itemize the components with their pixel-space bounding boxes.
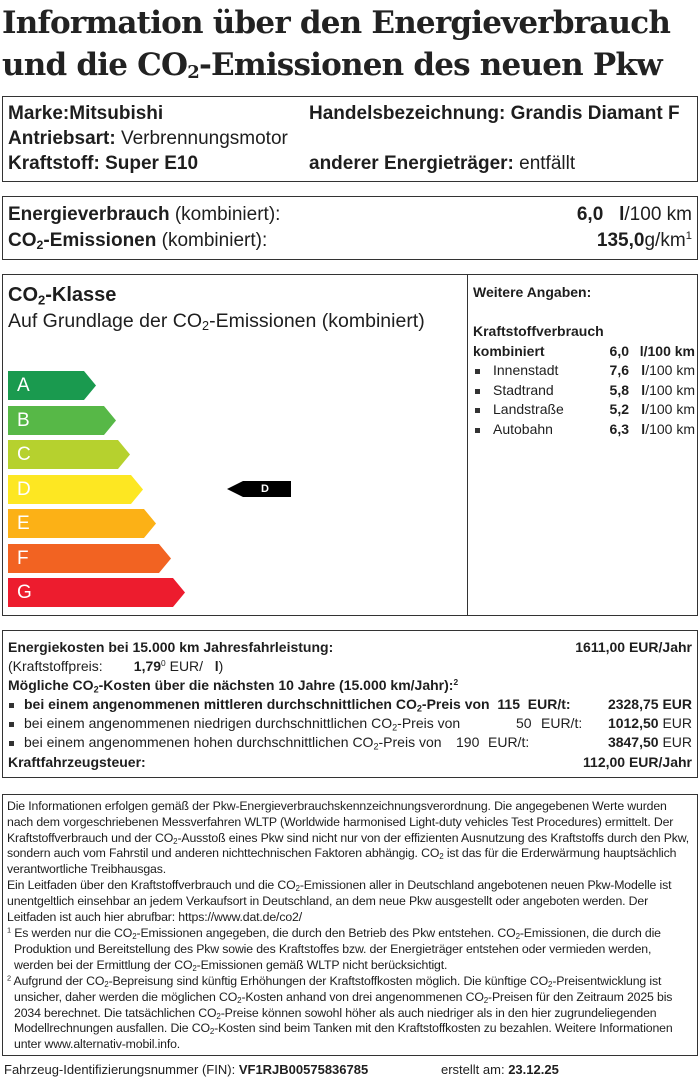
drive-label: Antriebsart: — [8, 128, 116, 149]
title-line-1: Information über den Energieverbrauch — [2, 5, 671, 41]
footnote-1: $^1$ Es werden nur die $CO_2$-Emissionen angegeben, die durch den Betrieb des Pkw entstehen. $CO_2$-Emissionen, die durch die Produktion und Bereitstellung des Pkw sowie des Kraftstoffes bzw. der Energieträger entstehen oder vermieden werden, werden bei der Ermittlung der $CO_2$-Emissionen gemäß WLTP nicht berücksichtigt. — [7, 925, 661, 973]
trade-name-label: Handelsbezeichnung: — [309, 103, 506, 124]
list-item-stadtrand: Stadtrand 5,8 l/100 km — [473, 381, 695, 401]
brand-row — [8, 103, 163, 125]
vehicle-tax-row — [8, 753, 692, 772]
bullet-icon — [9, 703, 14, 708]
bullet-icon — [9, 741, 14, 746]
list-item-autobahn: Autobahn 6,3 l/100 km — [473, 420, 695, 440]
consumption-qualifier: (kombiniert): — [174, 204, 281, 225]
other-energy-label: anderer Energieträger: — [309, 153, 514, 174]
column-divider — [467, 275, 468, 615]
footnote-2: $^2$ Aufgrund der $CO_2$-Bepreisung sind künftig Erhöhungen der Kraftstoffkosten möglich. Die künftige $CO_2$-Preisentwicklung ist unsicher, daher werden die möglichen $CO_2$-Kosten anhand von drei angenommenen $CO_2$-Preisen für den Zeitraum 2025 bis 2034 berechnet. Die tatsächlichen $CO_2$-Preise können sowohl höher als auch niedriger als in den hier zugrundeliegenden Modellrechnungen ausfallen. Die $CO_2$-Kosten sind beim Tanken mit den Kraftstoffkosten zu bezahlen. Weitere Informationen unter www.alternativ-mobil.info. — [7, 973, 673, 1052]
further-info-panel — [473, 283, 695, 439]
other-energy-value: entfällt — [519, 153, 576, 174]
co2-class-box — [2, 274, 698, 616]
bullet-icon — [9, 722, 14, 727]
trade-name-value: Grandis Diamant F — [510, 103, 680, 124]
emissions-qualifier: (kombiniert): — [161, 230, 268, 251]
class-bar-g: G — [8, 578, 185, 607]
further-info-heading: Weitere Angaben: — [473, 284, 592, 300]
vehicle-tax-value: 112,00 EUR/Jahr — [583, 754, 692, 770]
energy-cost-row — [8, 638, 692, 657]
emissions-value: 135,0g/km$^1$ — [596, 230, 692, 251]
energy-cost-label: Energiekosten bei 15.000 km Jahresfahrleistung: — [8, 639, 334, 655]
class-bar-b: B — [8, 406, 116, 435]
trade-name-row — [309, 103, 695, 125]
class-bar-a: A — [8, 371, 96, 400]
fuel-price-value: 1,79 — [133, 658, 162, 674]
vehicle-tax-label: Kraftfahrzeugsteuer: — [8, 754, 146, 770]
emissions-label: $CO_2$-Emissionen — [8, 230, 157, 253]
energy-cost-value: 1611,00 EUR/Jahr — [575, 639, 692, 655]
costs-box: Energiekosten bei 15.000 km Jahresfahrleistung: 1611,00 EUR/Jahr (Kraftstoffpreis: 1,79$^0$ EUR/ l) Mögliche $CO_2$-Kosten über die nächsten 10 Jahre (15.000 km/Jahr):$^2$ bei einem angenommenen mittleren durchschnittlichen $CO_2$-Preis von 115 EUR/t: 2328,75 EUR bei einem angenommenen niedrigen durchschnittlichen $CO_2$-Preis von 50 EUR/t: 1012,50 EUR bei einem angenommenen hohen durchschnittlichen $CO_2$-Preis von 190 EUR/t: 3847,50 EUR Kraftfahrzeugsteuer: 112,00 EUR/Jahr — [2, 630, 698, 778]
brand-value: Mitsubishi — [69, 103, 164, 124]
spacer — [473, 303, 695, 323]
fuel-consumption-heading: Kraftstoffverbrauch — [473, 323, 604, 339]
class-bar-c: C — [8, 440, 130, 469]
co2-costs-heading: Mögliche $CO_2$-Kosten über die nächsten 10 Jahre (15.000 km/Jahr):$^2$ — [8, 676, 459, 695]
fuel-label: Kraftstoff: — [8, 153, 100, 174]
brand-label: Marke: — [8, 103, 70, 124]
consumption-label: Energieverbrauch — [8, 204, 170, 225]
page-title — [2, 2, 698, 86]
bullet-icon — [475, 389, 480, 394]
fuel-price-row: (Kraftstoffpreis: 1,79$^0$ EUR/ l) — [8, 657, 224, 674]
combined-row: kombiniert 6,0 l/100 km — [473, 342, 695, 359]
legal-paragraph-2: Ein Leitfaden über den Kraftstoffverbrauch und die $CO_2$-Emissionen aller in Deutschland angebotenen neuen Pkw-Modelle ist unentgeltlich einsehbar an jedem Verkaufsort in Deutschland, an dem neue Pkw ausgestellt oder angeboten werden. Der Leitfaden ist auch hier abrufbar: https://www.dat.de/co2/ — [7, 878, 672, 924]
fuel-row — [8, 153, 198, 175]
other-energy-row — [309, 153, 695, 175]
title-line-2: und die $CO_2$-Emissionen des neuen Pkw — [2, 47, 662, 83]
class-bar-f: F — [8, 544, 171, 573]
class-bar-d: D — [8, 475, 143, 504]
current-class-marker: D — [227, 481, 291, 497]
guide-link[interactable]: https://www.dat.de/co2/ — [178, 909, 302, 924]
consumption-row — [8, 203, 692, 227]
created-value: 23.12.25 — [508, 1062, 559, 1077]
fuel-value: Super E10 — [105, 153, 199, 174]
emissions-row — [8, 229, 692, 253]
list-item-landstrasse: Landstraße 5,2 l/100 km — [473, 400, 695, 420]
bullet-icon — [475, 369, 480, 374]
vin-label: Fahrzeug-Identifizierungsnummer (FIN): — [4, 1062, 236, 1077]
co2-class-subtitle: Auf Grundlage der $CO_2$-Emissionen (kombiniert) — [8, 310, 425, 334]
vehicle-info-box — [2, 96, 698, 182]
co2-class-title: $CO_2$-Klasse — [8, 284, 117, 308]
consumption-value: 6,0 l/100 km — [576, 204, 692, 225]
list-item-innenstadt: Innenstadt 7,6 l/100 km — [473, 361, 695, 381]
drive-row — [8, 128, 288, 150]
energy-consumption-box — [2, 196, 698, 260]
legal-paragraph-1: Die Informationen erfolgen gemäß der Pkw-Energieverbrauchskennzeichnungsverordnung. Die angegebenen Werte wurden nach dem vorgeschriebenen Messverfahren WLTP (Worldwide harmonised Light-duty vehicles Test Procedures) ermittelt. Der Kraftstoffverbrauch und der $CO_2$-Ausstoß eines Pkw sind nicht nur von der effizienten Ausnutzung des Kraftstoffs durch den Pkw, sondern auch vom Fahrstil und anderen nichttechnischen Faktoren abhängig. $CO_2$ ist das für die Erderwärmung hauptsächlich verantwortliche Treibhausgas. — [7, 799, 690, 877]
created-row — [441, 1062, 559, 1078]
bullet-icon — [475, 428, 480, 433]
vin-row — [4, 1062, 368, 1078]
bullet-icon — [475, 408, 480, 413]
legal-notes-box — [2, 794, 698, 1056]
class-bar-e: E — [8, 509, 156, 538]
drive-value: Verbrennungsmotor — [120, 128, 288, 149]
vin-value: VF1RJB00575836785 — [238, 1062, 369, 1077]
created-label: erstellt am: — [441, 1062, 505, 1077]
